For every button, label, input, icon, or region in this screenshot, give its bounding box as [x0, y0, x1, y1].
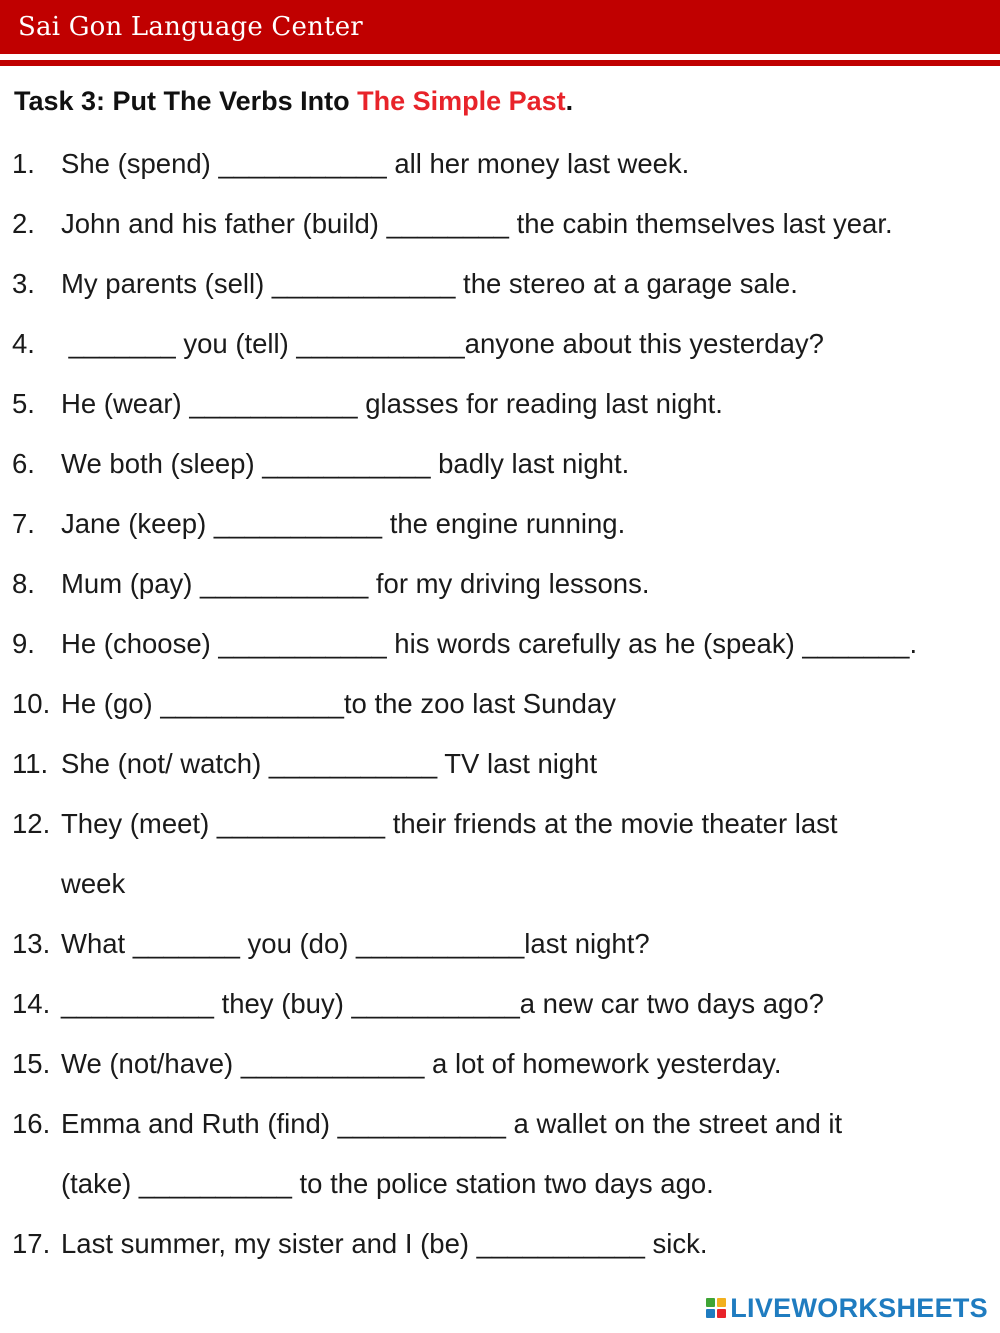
item-number: 8. — [12, 568, 35, 599]
exercise-item-3 — [0, 254, 1000, 314]
item-text: My parents (sell) ____________ the stereo at a garage sale. — [61, 268, 798, 299]
item-number: 10. — [12, 688, 51, 719]
item-text: He (wear) ___________ glasses for reading last night. — [61, 388, 723, 419]
exercise-item-1 — [0, 134, 1000, 194]
task-title-highlight: The Simple Past — [357, 86, 566, 116]
exercise-item-12 — [0, 794, 1000, 854]
exercise-item-5 — [0, 374, 1000, 434]
exercise-item-17 — [0, 1214, 1000, 1274]
task-title — [14, 84, 573, 118]
item-text: Last summer, my sister and I (be) ___________ sick. — [61, 1228, 708, 1259]
item-text: We (not/have) ____________ a lot of homework yesterday. — [61, 1048, 782, 1079]
exercise-item-10 — [0, 674, 1000, 734]
liveworksheets-logo-text: LIVEWORKSHEETS — [730, 1292, 988, 1323]
task-title-prefix: Task 3: Put The Verbs Into — [14, 86, 358, 116]
item-text: week — [61, 868, 126, 899]
item-number: 16. — [12, 1108, 51, 1139]
item-number: 11. — [12, 748, 49, 779]
exercise-item-13 — [0, 914, 1000, 974]
exercise-item-8 — [0, 554, 1000, 614]
item-text: He (choose) ___________ his words carefully as he (speak) _______. — [61, 628, 918, 659]
item-number: 3. — [12, 268, 35, 299]
header-bar — [0, 0, 1000, 54]
exercise-item-4 — [0, 314, 1000, 374]
item-text: Emma and Ruth (find) ___________ a wallet on the street and it — [61, 1108, 843, 1139]
exercise-item-2 — [0, 194, 1000, 254]
item-text: What _______ you (do) ___________last night? — [61, 928, 650, 959]
item-text: Jane (keep) ___________ the engine running. — [61, 508, 626, 539]
item-text: He (go) ____________to the zoo last Sunday — [61, 688, 616, 719]
exercise-item-11 — [0, 734, 1000, 794]
item-number: 7. — [12, 508, 35, 539]
item-text: They (meet) ___________ their friends at the movie theater last — [61, 808, 838, 839]
item-number: 2. — [12, 208, 35, 239]
item-text: __________ they (buy) ___________a new car two days ago? — [61, 988, 824, 1019]
item-number: 17. — [12, 1228, 51, 1259]
item-text: John and his father (build) ________ the cabin themselves last year. — [61, 208, 893, 239]
item-number: 15. — [12, 1048, 51, 1079]
item-number: 6. — [12, 448, 35, 479]
item-number: 1. — [12, 148, 35, 179]
item-number: 14. — [12, 988, 51, 1019]
item-text: (take) __________ to the police station two days ago. — [61, 1168, 714, 1199]
task-title-suffix: . — [565, 86, 574, 116]
item-text: We both (sleep) ___________ badly last night. — [61, 448, 630, 479]
item-number: 9. — [12, 628, 35, 659]
liveworksheets-logo — [706, 1290, 988, 1326]
item-number: 12. — [12, 808, 51, 839]
header-divider — [0, 60, 1000, 66]
item-number: 5. — [12, 388, 35, 419]
item-text: She (not/ watch) ___________ TV last night — [61, 748, 598, 779]
exercise-item-9 — [0, 614, 1000, 674]
exercise-item-15 — [0, 1034, 1000, 1094]
exercise-list — [0, 134, 1000, 1274]
exercise-item-16 — [0, 1094, 1000, 1154]
item-text: She (spend) ___________ all her money last week. — [61, 148, 690, 179]
exercise-item-6 — [0, 434, 1000, 494]
exercise-item-16-continued — [0, 1154, 1000, 1214]
exercise-item-14 — [0, 974, 1000, 1034]
liveworksheets-logo-icon — [706, 1298, 726, 1318]
exercise-item-7 — [0, 494, 1000, 554]
item-number: 13. — [12, 928, 51, 959]
item-text: _______ you (tell) ___________anyone about this yesterday? — [61, 328, 824, 359]
header-title: Sai Gon Language Center — [18, 12, 363, 42]
exercise-item-12-continued — [0, 854, 1000, 914]
item-number: 4. — [12, 328, 35, 359]
item-text: Mum (pay) ___________ for my driving lessons. — [61, 568, 650, 599]
